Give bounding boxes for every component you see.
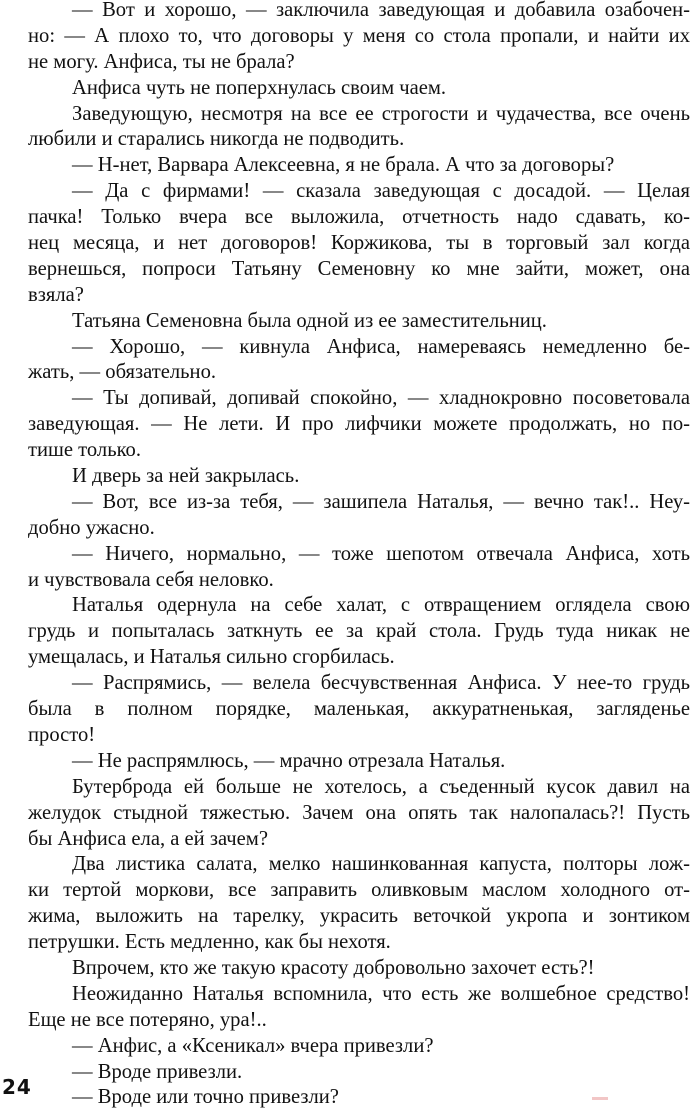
text-line: — Ты допивай, допивай спокойно, — хладнокровно посоветовала (72, 387, 690, 410)
text-line: но: — А плохо то, что договоры у меня со стола пропали, и найти их (28, 24, 690, 47)
text-line: — Вот, все из-за тебя, — зашипела Наталья, — вечно так!.. Неу- (72, 490, 690, 513)
text-line: умещалась, и Наталья сильно сгорбилась. (28, 646, 395, 669)
text-line: — Вроде привезли. (72, 1060, 243, 1083)
text-line: пачка! Только вчера все выложила, отчетность надо сдавать, ко- (28, 206, 690, 229)
text-line: не могу. Анфиса, ты не брала? (28, 50, 295, 73)
text-line: Анфиса чуть не поперхнулась своим чаем. (72, 76, 447, 99)
text-line: жать, — обязательно. (28, 361, 217, 384)
text-line: И дверь за ней закрылась. (72, 465, 300, 488)
text-line: Впрочем, кто же такую красоту добровольно захочет есть?! (72, 956, 595, 979)
text-line: петрушки. Есть медленно, как бы нехотя. (28, 931, 391, 954)
text-line: заведующая. — Не лети. И про лифчики можете продолжать, но по- (28, 413, 690, 436)
text-line: — Вот и хорошо, — заключила заведующая и добавила озабочен- (72, 0, 690, 21)
text-line: — Распрямись, — велела бесчувственная Анфиса. У нее-то грудь (72, 672, 690, 695)
text-line: — Хорошо, — кивнула Анфиса, намереваясь немедленно бе- (72, 335, 690, 358)
text-line: Заведующую, несмотря на все ее строгости и чудачества, все очень (72, 102, 690, 125)
text-line: тише только. (28, 439, 141, 462)
text-line: просто! (28, 723, 96, 746)
body-text (28, 0, 690, 1111)
text-line: грудь и попыталась заткнуть ее за край стола. Грудь туда никак не (28, 620, 690, 643)
text-line: ки тертой моркови, все заправить оливковым маслом холодного от- (28, 879, 690, 902)
text-line: была в полном порядке, маленькая, аккуратненькая, загляденье (28, 698, 690, 721)
text-line: Еще не все потеряно, ура!.. (28, 1008, 267, 1031)
text-line: — Ничего, нормально, — тоже шепотом отвечала Анфиса, хоть (72, 542, 690, 565)
text-line: Неожиданно Наталья вспомнила, что есть же волшебное средство! (72, 982, 690, 1005)
text-line: Татьяна Семеновна была одной из ее заместительниц. (72, 309, 547, 332)
text-line: бы Анфиса ела, а ей зачем? (28, 827, 268, 850)
text-line: добно ужасно. (28, 516, 155, 539)
text-line: желудок стыдной тяжестью. Зачем она опять так налопалась?! Пусть (28, 801, 690, 824)
text-line: — Не распрямлюсь, — мрачно отрезала Наталья. (72, 749, 506, 772)
text-line: взяла? (28, 283, 84, 306)
page-number: 24 (2, 1075, 32, 1099)
text-line: любили и старались никогда не подводить. (28, 128, 405, 151)
text-line: нец месяца, и нет договоров! Коржикова, ты в торговый зал когда (28, 232, 690, 255)
page-mark (592, 1097, 608, 1100)
text-line: — Вроде или точно привезли? (72, 1086, 339, 1109)
text-line: — Да с фирмами! — сказала заведующая с досадой. — Целая (72, 180, 690, 203)
text-line: Два листика салата, мелко нашинкованная капуста, полторы лож- (72, 853, 690, 876)
text-line: — Н-нет, Варвара Алексеевна, я не брала. А что за договоры? (72, 154, 615, 177)
text-line: вернешься, попроси Татьяну Семеновну ко мне зайти, может, она (28, 257, 690, 280)
text-line: Бутерброда ей больше не хотелось, а съеденный кусок давил на (72, 775, 690, 798)
text-line: жима, выложить на тарелку, украсить веточкой укропа и зонтиком (28, 905, 690, 928)
text-line: Наталья одернула на себе халат, с отвращением оглядела свою (72, 594, 690, 617)
text-line: и чувствовала себя неловко. (28, 568, 274, 591)
text-line: — Анфис, а «Ксеникал» вчера привезли? (72, 1034, 434, 1057)
